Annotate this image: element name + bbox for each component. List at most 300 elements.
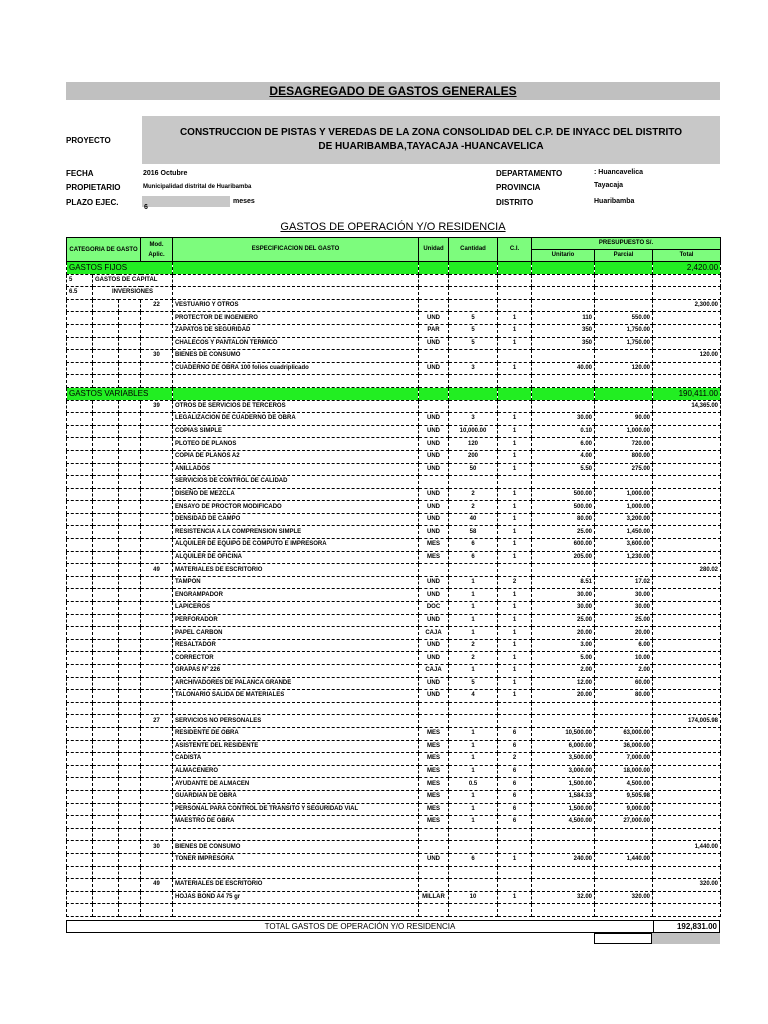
mod-code (141, 375, 173, 388)
unitario-cell: 110 (532, 312, 595, 325)
table-row (67, 740, 721, 753)
section-title: GASTOS DE OPERACIÓN Y/O RESIDENCIA (280, 221, 506, 233)
parcial-cell (595, 476, 653, 489)
empty-cell (67, 614, 93, 627)
mod-code (141, 665, 173, 678)
cantidad-cell: 200 (449, 450, 498, 463)
empty-cell (67, 803, 93, 816)
empty-cell (119, 790, 141, 803)
grand-total-row (66, 920, 720, 933)
empty-cell (93, 677, 119, 690)
empty-cell (653, 287, 721, 300)
total-cell (653, 488, 721, 501)
total-cell (653, 753, 721, 766)
parcial-cell: 1,000.00 (595, 501, 653, 514)
cantidad-cell: 1 (449, 740, 498, 753)
total-cell (653, 866, 721, 879)
ci-cell: 1 (498, 539, 532, 552)
empty-cell (119, 413, 141, 426)
parcial-cell: 18,000.00 (595, 765, 653, 778)
ci-cell (498, 879, 532, 892)
spec-cell: TONER IMPRESORA (173, 853, 419, 866)
total-cell (653, 665, 721, 678)
ci-cell: 1 (498, 589, 532, 602)
empty-cell (67, 551, 93, 564)
unitario-cell: 4.00 (532, 450, 595, 463)
empty-cell (119, 450, 141, 463)
parcial-cell: 10.00 (595, 652, 653, 665)
spec-cell: BIENES DE CONSUMO (173, 350, 419, 363)
cantidad-cell: 2 (449, 652, 498, 665)
header-spec: ESPECIFICACION DEL GASTO (173, 238, 419, 262)
unidad-cell: UND (419, 450, 449, 463)
total-cell: 120.00 (653, 350, 721, 363)
spec-cell: ARCHIVADORES DE PALANCA GRANDE (173, 677, 419, 690)
empty-cell (67, 652, 93, 665)
empty-cell (67, 400, 93, 413)
group-row (67, 564, 721, 577)
empty-cell (119, 602, 141, 615)
spec-cell: TAMPON (173, 576, 419, 589)
total-cell (653, 551, 721, 564)
parcial-cell: 1,750.00 (595, 324, 653, 337)
total-cell (653, 576, 721, 589)
unitario-cell: 240.00 (532, 853, 595, 866)
empty-cell (93, 413, 119, 426)
spec-cell: ENSAYO DE PROCTOR MODIFICADO (173, 501, 419, 514)
spec-cell: GUARDIAN DE OBRA (173, 790, 419, 803)
empty-cell (67, 375, 93, 388)
empty-cell (67, 665, 93, 678)
ci-cell: 1 (498, 312, 532, 325)
empty-cell (93, 652, 119, 665)
grand-total-label: TOTAL GASTOS DE OPERACIÓN Y/O RESIDENCIA (67, 921, 654, 932)
header-categoria: CATEGORIA DE GASTO (67, 238, 141, 262)
ci-cell: 6 (498, 778, 532, 791)
cantidad-cell (449, 375, 498, 388)
empty-cell (93, 828, 119, 841)
spec-cell: OTROS DE SERVICIOS DE TERCEROS (173, 400, 419, 413)
unitario-cell: 4,500.00 (532, 816, 595, 829)
unitario-cell: 1,584.33 (532, 790, 595, 803)
empty-cell (119, 702, 141, 715)
total-cell (653, 702, 721, 715)
empty-cell (119, 639, 141, 652)
group-row (67, 400, 721, 413)
table-row (67, 753, 721, 766)
parcial-cell: 4,500.00 (595, 778, 653, 791)
mod-code (141, 828, 173, 841)
spec-cell (173, 904, 419, 917)
empty-cell (67, 879, 93, 892)
table-row (67, 639, 721, 652)
spec-cell: CADISTA (173, 753, 419, 766)
spec-cell: BIENES DE CONSUMO (173, 841, 419, 854)
grand-total-value: 192,831.00 (676, 922, 717, 931)
mod-code: 30 (141, 841, 173, 854)
parcial-cell: 80.00 (595, 690, 653, 703)
empty-cell (595, 262, 653, 275)
ci-cell: 6 (498, 740, 532, 753)
unidad-cell: UND (419, 501, 449, 514)
spec-cell: ALMACENERO (173, 765, 419, 778)
parcial-cell: 320.00 (595, 891, 653, 904)
spec-cell: CORRECTOR (173, 652, 419, 665)
project-name: CONSTRUCCION DE PISTAS Y VEREDAS DE LA ZONA CONSOLIDAD DEL C.P. DE INYACC DEL DISTRITO DE HUARIBAMBA,TAYACAJA -HUANCAVELICA (142, 116, 720, 164)
total-cell (653, 450, 721, 463)
unidad-cell (419, 866, 449, 879)
parcial-cell (595, 564, 653, 577)
unidad-cell (419, 715, 449, 728)
unidad-cell (419, 879, 449, 892)
empty-cell (419, 274, 449, 287)
total-cell: 2,300.00 (653, 299, 721, 312)
empty-cell (419, 387, 449, 400)
spec-cell: TALONARIO SALIDA DE MATERIALES (173, 690, 419, 703)
total-cell (653, 816, 721, 829)
cantidad-cell: 5 (449, 324, 498, 337)
ci-cell (498, 828, 532, 841)
cantidad-cell: 1 (449, 589, 498, 602)
spec-cell: RESISTENCIA A LA COMPRENSION SIMPLE (173, 526, 419, 539)
cantidad-cell: 58 (449, 526, 498, 539)
spec-cell: CUADERNO DE OBRA 100 folios cuadriplicado (173, 362, 419, 375)
mod-code (141, 853, 173, 866)
parcial-cell: 1,000.00 (595, 425, 653, 438)
table-row (67, 891, 721, 904)
empty-cell (67, 526, 93, 539)
unitario-cell: 3,000.00 (532, 765, 595, 778)
empty-cell (173, 387, 419, 400)
ci-cell (498, 702, 532, 715)
empty-cell (67, 438, 93, 451)
ci-cell: 1 (498, 337, 532, 350)
unitario-cell: 1,500.00 (532, 778, 595, 791)
unidad-cell: UND (419, 576, 449, 589)
cantidad-cell (449, 299, 498, 312)
unidad-cell: MES (419, 753, 449, 766)
total-cell (653, 324, 721, 337)
cantidad-cell: 1 (449, 627, 498, 640)
total-cell (653, 727, 721, 740)
parcial-cell (595, 375, 653, 388)
group-row (67, 299, 721, 312)
ci-cell: 2 (498, 753, 532, 766)
empty-cell (119, 841, 141, 854)
cantidad-cell: 10,000.00 (449, 425, 498, 438)
empty-cell (93, 891, 119, 904)
unidad-cell: PAR (419, 324, 449, 337)
unitario-cell: 350 (532, 324, 595, 337)
mod-code (141, 727, 173, 740)
total-cell (653, 513, 721, 526)
fecha-label: FECHA (66, 169, 94, 178)
empty-cell (119, 891, 141, 904)
plazo-unit: meses (233, 198, 255, 205)
empty-cell (93, 513, 119, 526)
total-cell (653, 639, 721, 652)
unidad-cell: MES (419, 803, 449, 816)
section-label: GASTOS VARIABLES (67, 387, 173, 400)
empty-cell (119, 551, 141, 564)
total-cell: 174,005.98 (653, 715, 721, 728)
spec-cell: ENGRAMPADOR (173, 589, 419, 602)
ci-cell (498, 350, 532, 363)
empty-cell (119, 866, 141, 879)
total-cell (653, 501, 721, 514)
unitario-cell: 25.00 (532, 614, 595, 627)
empty-cell (93, 350, 119, 363)
mod-code (141, 866, 173, 879)
empty-cell (119, 375, 141, 388)
ci-cell (498, 400, 532, 413)
category-label: GASTOS DE CAPITAL (93, 274, 173, 287)
empty-cell (67, 564, 93, 577)
unidad-cell: UND (419, 425, 449, 438)
empty-cell (67, 476, 93, 489)
header-presupuesto: PRESUPUESTO S/. (532, 238, 721, 250)
empty-row (67, 375, 721, 388)
empty-cell (93, 400, 119, 413)
total-cell (653, 778, 721, 791)
mod-code: 27 (141, 715, 173, 728)
empty-cell (93, 841, 119, 854)
empty-cell (93, 702, 119, 715)
parcial-cell (595, 715, 653, 728)
empty-cell (93, 501, 119, 514)
header-unidad: Unidad (419, 238, 449, 262)
unidad-cell (419, 904, 449, 917)
empty-cell (498, 262, 532, 275)
parcial-cell: 90.00 (595, 413, 653, 426)
parcial-cell: 9,505.98 (595, 790, 653, 803)
spec-cell: VESTUARIO Y OTROS (173, 299, 419, 312)
empty-cell (93, 853, 119, 866)
unitario-cell (532, 715, 595, 728)
unidad-cell: MES (419, 790, 449, 803)
unidad-cell: UND (419, 639, 449, 652)
mod-code (141, 790, 173, 803)
ci-cell (498, 715, 532, 728)
mod-code (141, 576, 173, 589)
spec-cell: AYUDANTE DE ALMACEN (173, 778, 419, 791)
ci-cell: 1 (498, 501, 532, 514)
empty-cell (67, 690, 93, 703)
empty-cell (653, 274, 721, 287)
unitario-cell (532, 904, 595, 917)
table-row (67, 853, 721, 866)
table-row (67, 501, 721, 514)
mod-code (141, 526, 173, 539)
table-body (67, 262, 721, 917)
mod-code (141, 891, 173, 904)
total-cell (653, 765, 721, 778)
spec-cell: DENSIDAD DE CAMPO (173, 513, 419, 526)
unidad-cell: MES (419, 551, 449, 564)
ci-cell: 1 (498, 513, 532, 526)
empty-cell (67, 778, 93, 791)
empty-cell (93, 526, 119, 539)
total-cell (653, 539, 721, 552)
parcial-cell (595, 866, 653, 879)
ci-cell (498, 299, 532, 312)
table-row (67, 463, 721, 476)
unitario-cell: 80.00 (532, 513, 595, 526)
total-cell (653, 828, 721, 841)
table-row (67, 425, 721, 438)
empty-cell (93, 299, 119, 312)
spec-cell: DISEÑO DE MEZCLA (173, 488, 419, 501)
ci-cell: 1 (498, 690, 532, 703)
parcial-cell (595, 879, 653, 892)
unitario-cell: 20.00 (532, 690, 595, 703)
parcial-cell: 9,000.00 (595, 803, 653, 816)
mod-code (141, 753, 173, 766)
group-row (67, 879, 721, 892)
unitario-cell (532, 375, 595, 388)
cantidad-cell (449, 828, 498, 841)
table-row (67, 803, 721, 816)
empty-cell (93, 614, 119, 627)
table-row (67, 677, 721, 690)
unidad-cell: MES (419, 765, 449, 778)
spec-cell: MAESTRO DE OBRA (173, 816, 419, 829)
plazo-box (142, 196, 230, 211)
category-code: 6.5 (67, 287, 93, 300)
ci-cell: 1 (498, 891, 532, 904)
cantidad-cell: 5 (449, 337, 498, 350)
unidad-cell: DOC (419, 602, 449, 615)
unitario-cell: 6.00 (532, 438, 595, 451)
unitario-cell: 500.00 (532, 488, 595, 501)
cantidad-cell: 1 (449, 816, 498, 829)
unitario-cell: 5.50 (532, 463, 595, 476)
mod-code (141, 652, 173, 665)
total-cell (653, 438, 721, 451)
unidad-cell (419, 350, 449, 363)
provincia-value: Tayacaja (594, 182, 624, 189)
empty-cell (173, 287, 419, 300)
header-total: Total (653, 250, 721, 262)
total-cell (653, 803, 721, 816)
ci-cell: 1 (498, 362, 532, 375)
unidad-cell: UND (419, 652, 449, 665)
unidad-cell: UND (419, 438, 449, 451)
table-row (67, 312, 721, 325)
ci-cell: 1 (498, 677, 532, 690)
table-row (67, 652, 721, 665)
empty-cell (119, 589, 141, 602)
cantidad-cell: 40 (449, 513, 498, 526)
unitario-cell: 3.00 (532, 639, 595, 652)
cantidad-cell: 3 (449, 362, 498, 375)
mod-code (141, 551, 173, 564)
unidad-cell (419, 841, 449, 854)
empty-cell (93, 488, 119, 501)
empty-cell (67, 790, 93, 803)
unitario-cell: 3,500.00 (532, 753, 595, 766)
empty-cell (119, 853, 141, 866)
unitario-cell: 30.00 (532, 602, 595, 615)
footer-cell (594, 933, 652, 944)
empty-cell (67, 753, 93, 766)
empty-cell (93, 715, 119, 728)
parcial-cell: 27,000.00 (595, 816, 653, 829)
empty-cell (449, 274, 498, 287)
distrito-label: DISTRITO (496, 198, 534, 207)
empty-cell (119, 816, 141, 829)
mod-code (141, 765, 173, 778)
cantidad-cell (449, 476, 498, 489)
unidad-cell: UND (419, 690, 449, 703)
empty-cell (93, 816, 119, 829)
parcial-cell: 3,200.00 (595, 513, 653, 526)
ci-cell: 2 (498, 576, 532, 589)
empty-cell (67, 627, 93, 640)
empty-cell (532, 387, 595, 400)
unitario-cell: 30.00 (532, 413, 595, 426)
empty-cell (119, 564, 141, 577)
spec-cell (173, 828, 419, 841)
empty-cell (119, 400, 141, 413)
total-cell (653, 740, 721, 753)
total-cell (653, 904, 721, 917)
empty-cell (119, 362, 141, 375)
ci-cell (498, 904, 532, 917)
mod-code (141, 362, 173, 375)
ci-cell: 1 (498, 324, 532, 337)
unidad-cell: UND (419, 677, 449, 690)
spec-cell: LEGALIZACION DE CUADERNO DE OBRA (173, 413, 419, 426)
mod-code: 22 (141, 299, 173, 312)
spec-cell (173, 702, 419, 715)
total-cell (653, 362, 721, 375)
empty-cell (119, 753, 141, 766)
ci-cell: 1 (498, 438, 532, 451)
mod-code (141, 614, 173, 627)
ci-cell: 1 (498, 526, 532, 539)
mod-code (141, 627, 173, 640)
empty-cell (119, 337, 141, 350)
parcial-cell: 550.00 (595, 312, 653, 325)
unitario-cell: 205.00 (532, 551, 595, 564)
empty-cell (119, 513, 141, 526)
ci-cell: 6 (498, 765, 532, 778)
unidad-cell: MES (419, 816, 449, 829)
empty-cell (67, 463, 93, 476)
empty-cell (93, 438, 119, 451)
parcial-cell (595, 841, 653, 854)
unitario-cell (532, 299, 595, 312)
cantidad-cell (449, 564, 498, 577)
cantidad-cell: 2 (449, 501, 498, 514)
parcial-cell: 7,000.00 (595, 753, 653, 766)
table-row (67, 778, 721, 791)
unidad-cell: MES (419, 539, 449, 552)
cantidad-cell (449, 879, 498, 892)
parcial-cell (595, 904, 653, 917)
unidad-cell (419, 564, 449, 577)
empty-cell (173, 262, 419, 275)
empty-cell (119, 904, 141, 917)
empty-cell (119, 765, 141, 778)
total-cell (653, 425, 721, 438)
plazo-label: PLAZO EJEC. (66, 198, 119, 207)
plazo-value: 6 (144, 204, 148, 211)
cantidad-cell: 1 (449, 614, 498, 627)
unitario-cell: 5.00 (532, 652, 595, 665)
unidad-cell: UND (419, 312, 449, 325)
